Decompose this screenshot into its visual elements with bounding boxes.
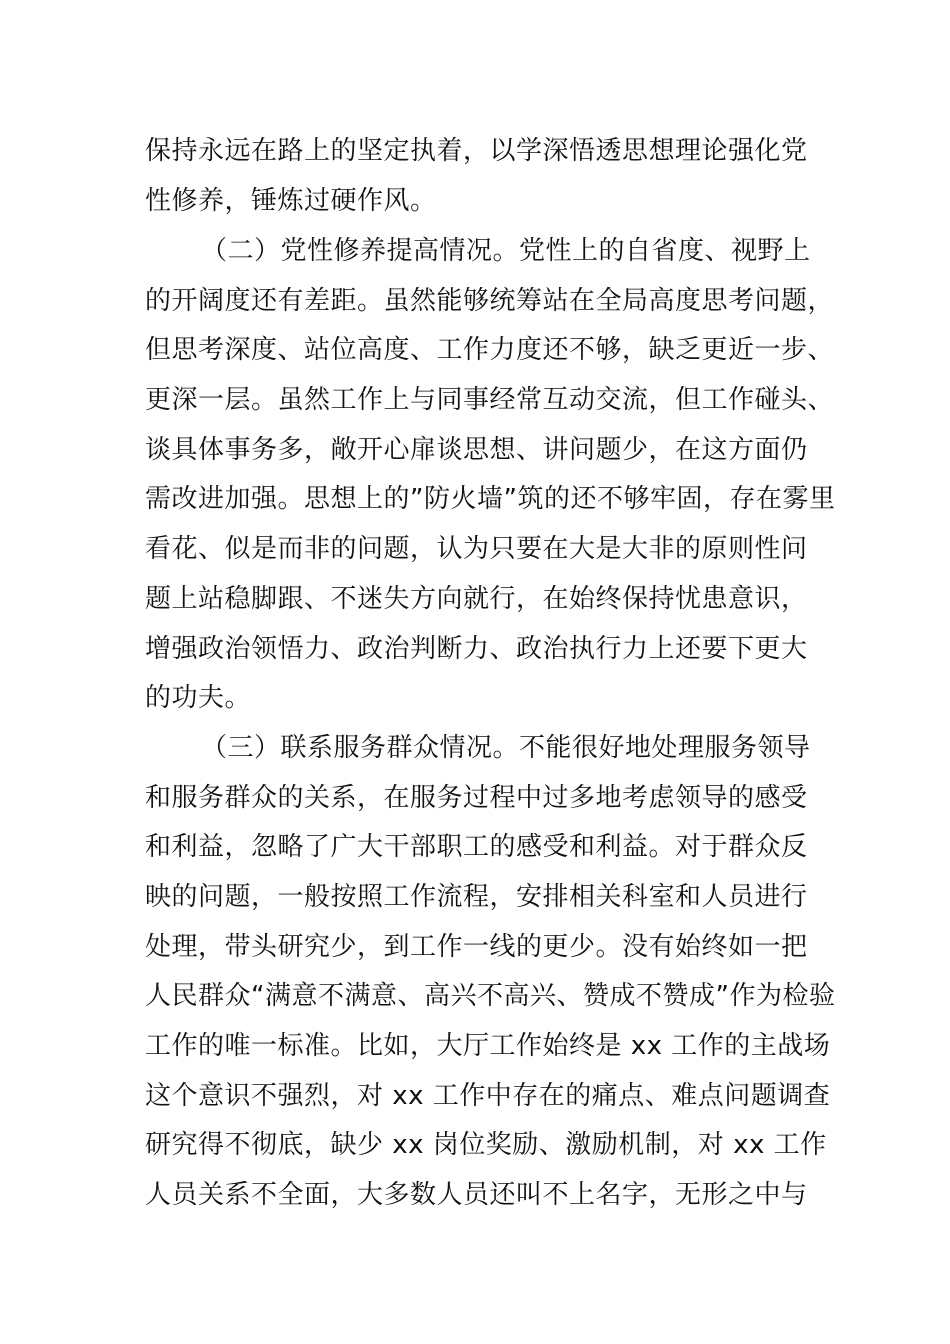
paragraph-line: 增强政治领悟力、政治判断力、政治执行力上还要下更大 xyxy=(145,634,808,664)
paragraph-line: 保持永远在路上的坚定执着，以学深悟透思想理论强化党 xyxy=(145,136,808,166)
paragraph-line: 研究得不彻底，缺少 xx 岗位奖励、激励机制，对 xx 工作 xyxy=(145,1130,827,1160)
paragraph-line: 性修养，锤炼过硬作风。 xyxy=(145,186,437,216)
paragraph-line: （三）联系服务群众情况。不能很好地处理服务领导 xyxy=(201,733,811,763)
paragraph-line: 这个意识不强烈，对 xx 工作中存在的痛点、难点问题调查 xyxy=(145,1081,831,1111)
paragraph-line: 但思考深度、站位高度、工作力度还不够，缺乏更近一步、 xyxy=(145,335,835,365)
paragraph-line: 谈具体事务多，敞开心扉谈思想、讲问题少，在这方面仍 xyxy=(145,435,808,465)
paragraph-line: 和服务群众的关系，在服务过程中过多地考虑领导的感受 xyxy=(145,783,808,813)
paragraph-line: 看花、似是而非的问题，认为只要在大是大非的原则性问 xyxy=(145,534,808,564)
paragraph-line: 处理，带头研究少，到工作一线的更少。没有始终如一把 xyxy=(145,932,808,962)
paragraph-line: 更深一层。虽然工作上与同事经常互动交流，但工作碰头、 xyxy=(145,385,835,415)
paragraph-line: （二）党性修养提高情况。党性上的自省度、视野上 xyxy=(201,236,811,266)
paragraph-line: 和利益，忽略了广大干部职工的感受和利益。对于群众反 xyxy=(145,832,808,862)
paragraph-line: 题上站稳脚跟、不迷失方向就行，在始终保持忧患意识， xyxy=(145,584,808,614)
paragraph-line: 人员关系不全面，大多数人员还叫不上名字，无形之中与 xyxy=(145,1180,808,1210)
paragraph-line: 的功夫。 xyxy=(145,683,252,713)
paragraph-line: 映的问题，一般按照工作流程，安排相关科室和人员进行 xyxy=(145,882,808,912)
paragraph-line: 人民群众“满意不满意、高兴不高兴、赞成不赞成”作为检验 xyxy=(145,981,836,1011)
paragraph-line: 的开阔度还有差距。虽然能够统筹站在全局高度思考问题， xyxy=(145,286,835,316)
paragraph-line: 需改进加强。思想上的”防火墙”筑的还不够牢固，存在雾里 xyxy=(145,484,836,514)
paragraph-line: 工作的唯一标准。比如，大厅工作始终是 xx 工作的主战场 xyxy=(145,1031,831,1061)
